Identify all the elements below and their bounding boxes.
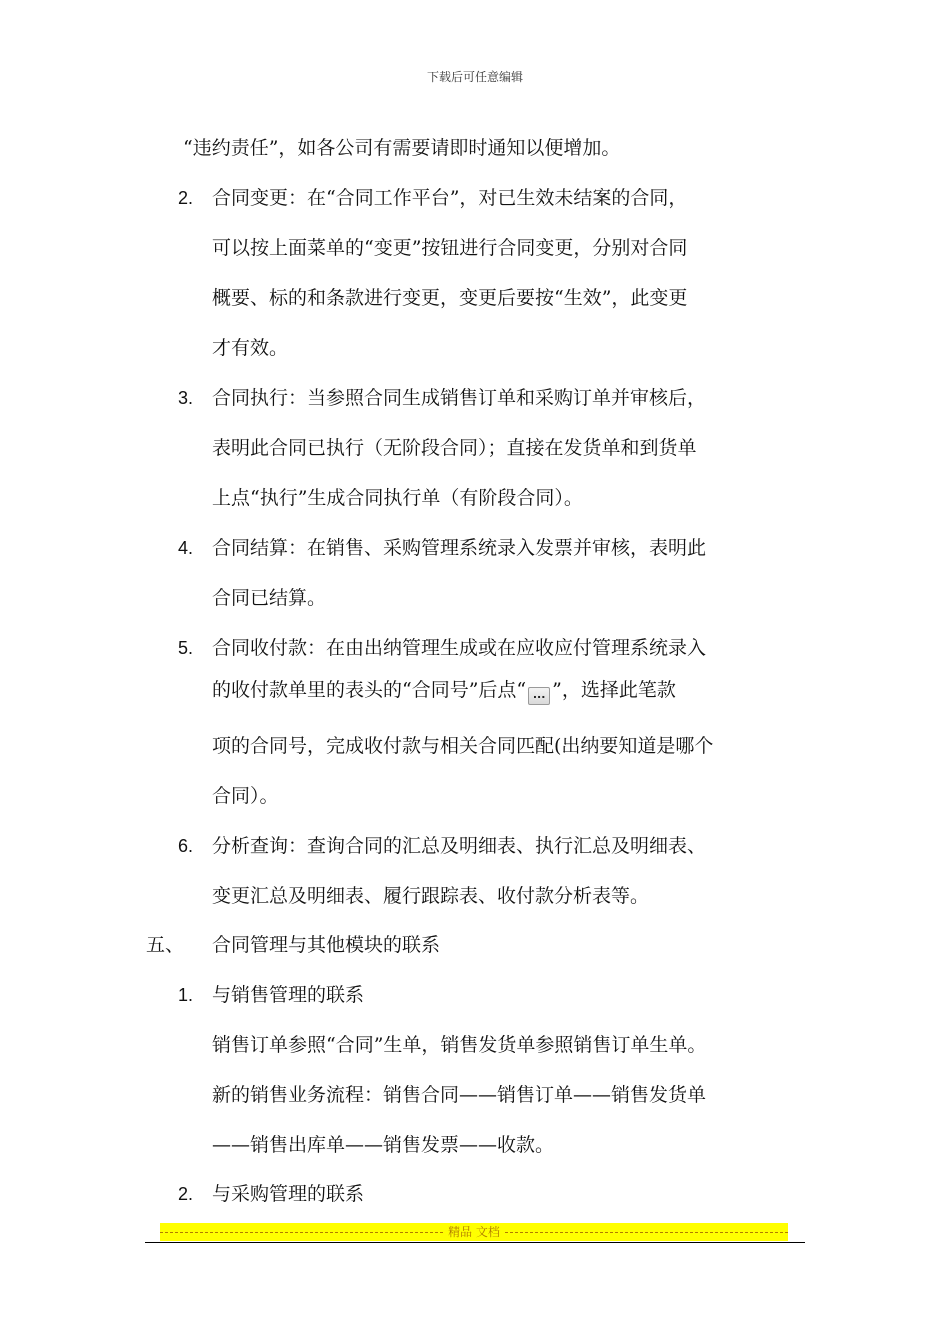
- text-line: 项的合同号，完成收付款与相关合同匹配(出纳要知道是哪个: [212, 735, 714, 757]
- text-line: 表明此合同已执行（无阶段合同）；直接在发货单和到货单: [212, 437, 697, 459]
- footer-bar: [160, 1223, 788, 1241]
- list-number: 5.: [178, 638, 194, 658]
- text-line: 可以按上面菜单的“变更”按钮进行合同变更，分别对合同: [212, 237, 688, 259]
- ellipsis-button-icon: ...: [528, 687, 550, 705]
- text-line: 上点“执行”生成合同执行单（有阶段合同）。: [212, 487, 583, 509]
- text-line: 新的销售业务流程：销售合同——销售订单——销售发货单: [212, 1084, 707, 1106]
- text-line: 合同已结算。: [212, 587, 327, 609]
- text-line: “违约责任”，如各公司有需要请即时通知以便增加。: [183, 137, 621, 159]
- list-number: 6.: [178, 836, 194, 856]
- text-line: 销售订单参照“合同”生单，销售发货单参照销售订单生单。: [212, 1034, 707, 1056]
- text-line: 合同收付款：在由出纳管理生成或在应收应付管理系统录入: [212, 637, 707, 659]
- footer-rule: [145, 1242, 805, 1243]
- text-segment: ”，选择此笔款: [552, 679, 676, 701]
- list-number: 4.: [178, 538, 194, 558]
- subsection-heading: 与销售管理的联系: [212, 984, 365, 1006]
- list-number: 2.: [178, 1184, 194, 1204]
- subsection-heading: 与采购管理的联系: [212, 1183, 365, 1205]
- text-line: 才有效。: [212, 337, 289, 359]
- list-number: 3.: [178, 388, 194, 408]
- text-segment: 的收付款单里的表头的“合同号”后点“: [212, 679, 527, 701]
- text-line: 概要、标的和条款进行变更，变更后要按“生效”，此变更: [212, 287, 688, 309]
- list-number: 1.: [178, 985, 194, 1005]
- text-line: 合同结算：在销售、采购管理系统录入发票并审核，表明此: [212, 537, 707, 559]
- text-line: 合同）。: [212, 785, 279, 807]
- section-heading: 合同管理与其他模块的联系: [212, 934, 441, 956]
- footer-text: 精品 文档: [444, 1225, 504, 1239]
- text-line: 合同执行：当参照合同生成销售订单和采购订单并审核后，: [212, 387, 707, 409]
- text-line: ——销售出库单——销售发票——收款。: [212, 1134, 555, 1156]
- text-line: 分析查询：查询合同的汇总及明细表、执行汇总及明细表、: [212, 835, 707, 857]
- page-header: 下载后可任意编辑: [426, 70, 523, 84]
- list-number: 2.: [178, 188, 194, 208]
- text-line: 变更汇总及明细表、履行跟踪表、收付款分析表等。: [212, 885, 650, 907]
- text-line: 合同变更：在“合同工作平台”，对已生效未结案的合同，: [212, 187, 688, 209]
- section-number: 五、: [146, 934, 185, 956]
- text-line-with-icon: [212, 678, 676, 705]
